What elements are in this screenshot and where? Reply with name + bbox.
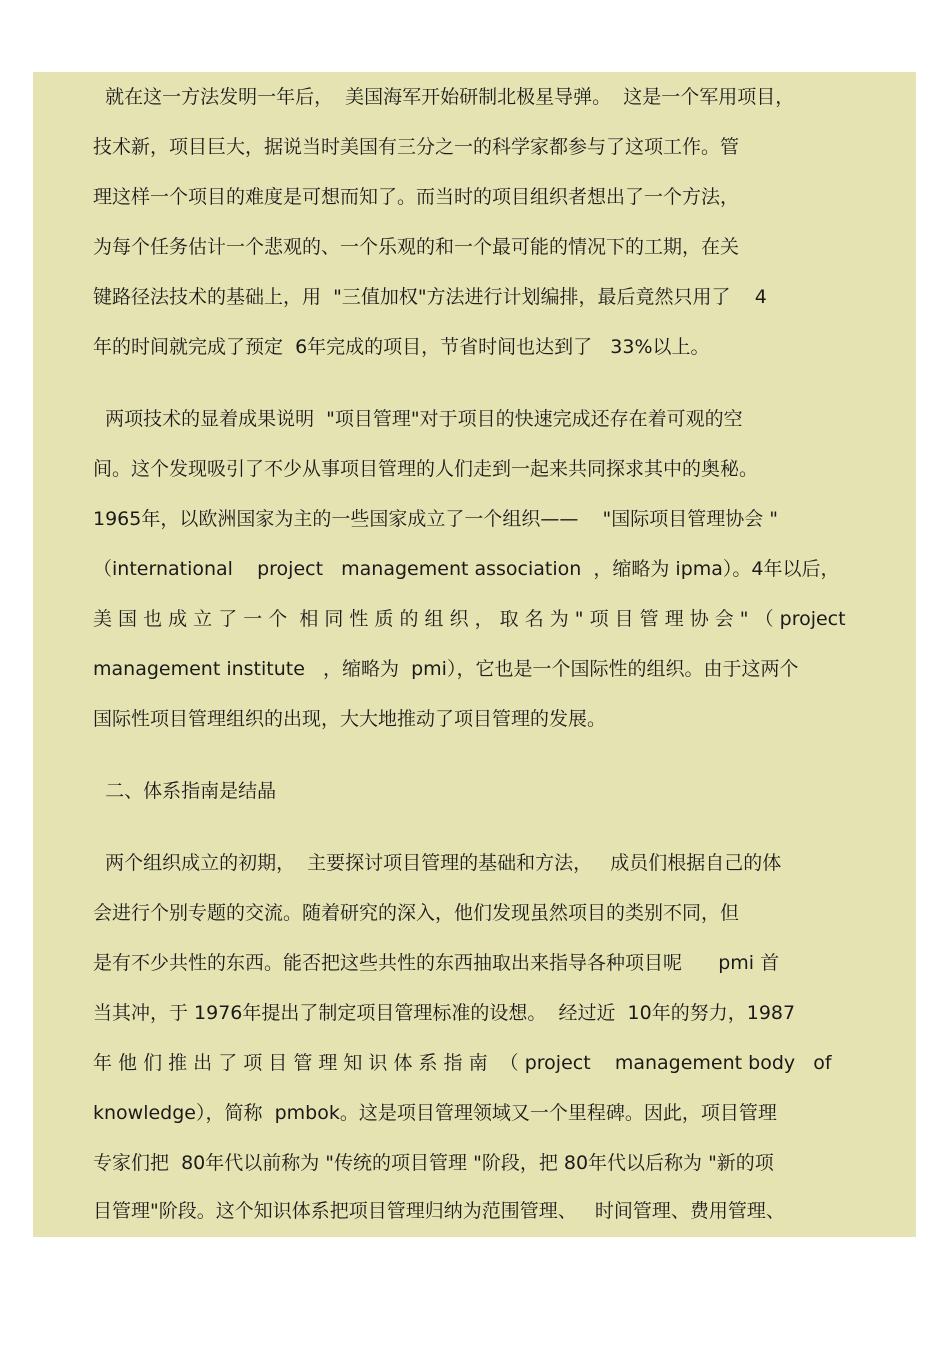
text-line: 键路径法技术的基础上，用 "三值加权"方法进行计划编排，最后竟然只用了 4 xyxy=(93,286,767,308)
text-line: 年的时间就完成了预定 6年完成的项目，节省时间也达到了 33%以上。 xyxy=(93,336,710,358)
text-line: management institute ，缩略为 pmi），它也是一个国际性的组织。由于这两个 xyxy=(93,658,799,680)
text-line: 是有不少共性的东西。能否把这些共性的东西抽取出来指导各种项目呢 pmi 首 xyxy=(93,952,780,974)
text-line: 为每个任务估计一个悲观的、一个乐观的和一个最可能的情况下的工期，在关 xyxy=(93,236,740,258)
text-line: 国际性项目管理组织的出现，大大地推动了项目管理的发展。 xyxy=(93,708,607,730)
text-line: 1965年，以欧洲国家为主的一些国家成立了一个组织—— "国际项目管理协会 " xyxy=(93,508,779,530)
text-line: 专家们把 80年代以前称为 "传统的项目管理 "阶段，把 80年代以后称为 "新的项 xyxy=(93,1152,774,1174)
section-heading: 二、体系指南是结晶 xyxy=(93,780,277,802)
text-line: 两个组织成立的初期， 主要探讨项目管理的基础和方法， 成员们根据自己的体 xyxy=(93,852,782,874)
text-line: 技术新，项目巨大，据说当时美国有三分之一的科学家都参与了这项工作。管 xyxy=(93,136,740,158)
text-line: 就在这一方法发明一年后， 美国海军开始研制北极星导弹。 这是一个军用项目， xyxy=(93,86,795,108)
text-line: knowledge），简称 pmbok。这是项目管理领域又一个里程碑。因此，项目管理 xyxy=(93,1102,777,1124)
text-line: 当其冲，于 1976年提出了制定项目管理标准的设想。 经过近 10年的努力，1987 xyxy=(93,1002,796,1024)
document-page xyxy=(33,72,916,1237)
text-line: 间。这个发现吸引了不少从事项目管理的人们走到一起来共同探求其中的奥秘。 xyxy=(93,458,759,480)
text-line: 美 国 也 成 立 了 一 个 相 同 性 质 的 组 织 ， 取 名 为 " 项 目 管 理 协 会 " （ project xyxy=(93,608,846,630)
text-line: 目管理"阶段。这个知识体系把项目管理归纳为范围管理、 时间管理、费用管理、 xyxy=(93,1200,785,1222)
text-line: 两项技术的显着成果说明 "项目管理"对于项目的快速完成还存在着可观的空 xyxy=(93,408,743,430)
text-line: （international project management association ，缩略为 ipma）。4年以后， xyxy=(93,558,840,580)
text-line: 会进行个别专题的交流。随着研究的深入，他们发现虽然项目的类别不同，但 xyxy=(93,902,740,924)
text-line: 理这样一个项目的难度是可想而知了。而当时的项目组织者想出了一个方法， xyxy=(93,186,740,208)
text-line: 年 他 们 推 出 了 项 目 管 理 知 识 体 系 指 南 （ project management body of xyxy=(93,1052,832,1074)
